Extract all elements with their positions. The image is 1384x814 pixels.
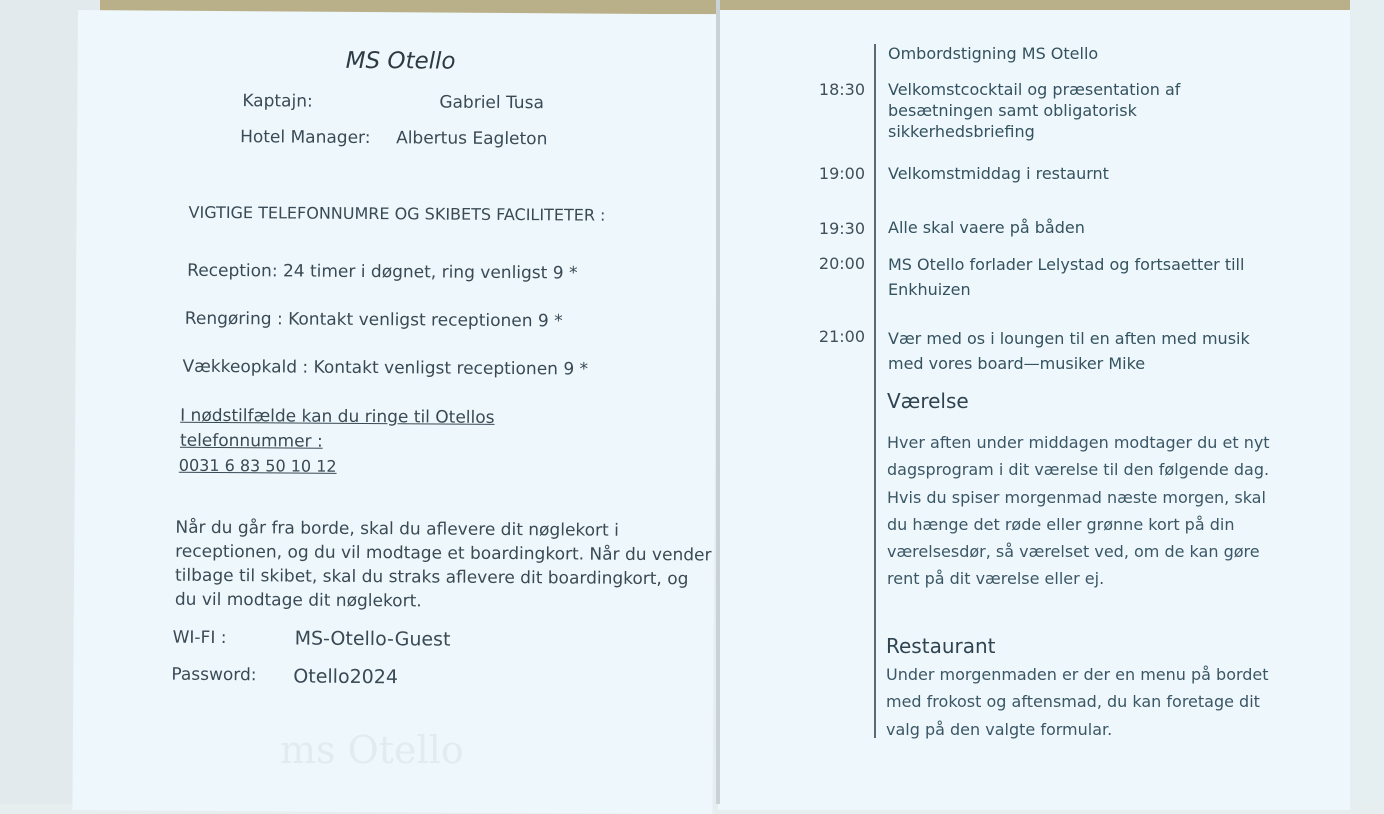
wakeup-info: Vækkeopkald : Kontakt venligst receptionen 9 *	[182, 356, 589, 380]
schedule-event: Velkomstmiddag i restaurnt	[888, 164, 1109, 183]
schedule-event: Ombordstigning MS Otello	[888, 44, 1099, 63]
schedule-time: 19:00	[818, 164, 865, 183]
wifi-value: MS-Otello-Guest	[294, 627, 451, 651]
hotel-manager-name: Albertus Eagleton	[396, 128, 548, 150]
schedule-time: 21:00	[818, 327, 865, 346]
room-heading: Værelse	[887, 389, 969, 413]
schedule-time: 20:00	[818, 254, 865, 273]
emergency-number: 0031 6 83 50 10 12	[178, 455, 337, 476]
left-page	[72, 10, 718, 814]
emergency-line-1: I nødstilfælde kan du ringe til Otellos	[180, 405, 495, 428]
schedule-event: MS Otello forlader Lelystad og fortsaetter till Enkhuizen	[888, 255, 1245, 299]
restaurant-heading: Restaurant	[886, 634, 996, 658]
password-label: Password:	[171, 664, 257, 686]
cleaning-info: Rengøring : Kontakt venligst receptionen 9 *	[184, 308, 563, 332]
schedule-time: 18:30	[818, 80, 865, 99]
hotel-manager-label: Hotel Manager:	[240, 127, 371, 149]
schedule-divider-line	[874, 44, 876, 738]
schedule-event: Vær med os i loungen til en aften med musik med vores board—musiker Mike	[888, 329, 1250, 373]
emergency-line-2: telefonnummer :	[179, 430, 323, 452]
ship-title: MS Otello	[345, 47, 456, 75]
room-paragraph: Hver aften under middagen modtager du et nyt dagsprogram i dit værelse til den følgende dag. Hvis du spiser morgenmad næste morgen, skal du hænge det røde eller grønne kort på din værelsesdør, så værelset ved, om de kan gøre rent på dit værelse eller ej.	[887, 433, 1270, 589]
show-through-watermark: ms Otello	[280, 728, 464, 772]
keycard-paragraph: Når du går fra borde, skal du aflevere dit nøglekort i receptionen, og du vil modtage et boardingkort. Når du vender tilbage til skibet, skal du straks aflevere dit boardingkort, og du vil modtage dit nøglekort.	[174, 517, 712, 612]
password-value: Otello2024	[293, 665, 399, 689]
phones-heading: VIGTIGE TELEFONNUMRE OG SKIBETS FACILITETER :	[188, 202, 606, 225]
captain-name: Gabriel Tusa	[439, 92, 544, 114]
page-fold	[716, 0, 720, 804]
restaurant-paragraph: Under morgenmaden er der en menu på bordet med frokost og aftensmad, du kan foretage dit valg på den valgte formular.	[886, 665, 1269, 739]
schedule-event: Velkomstcocktail og præsentation af besætningen samt obligatorisk sikkerhedsbriefing	[888, 80, 1181, 141]
reception-info: Reception: 24 timer i døgnet, ring venligst 9 *	[187, 260, 578, 284]
schedule-event: Alle skal vaere på båden	[888, 218, 1085, 237]
schedule-time: 19:30	[818, 219, 865, 238]
captain-label: Kaptajn:	[242, 91, 313, 112]
wifi-label: WI-FI :	[172, 627, 227, 649]
